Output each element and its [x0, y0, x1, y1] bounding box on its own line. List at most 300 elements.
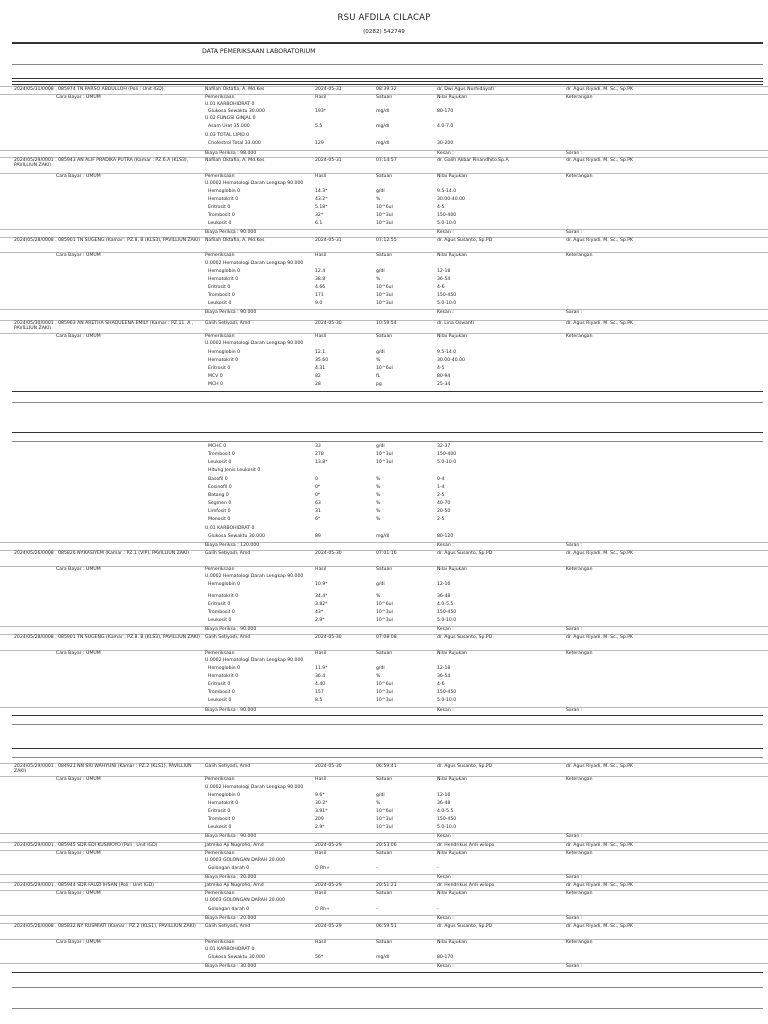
result-or-date: 2024-05-30	[315, 764, 342, 769]
result-or-date: 6*	[315, 517, 321, 522]
unit-or-time: %	[376, 501, 381, 506]
note-or-supervisor: dr. Agus Riyadi, M. Sc., Sp.PK	[566, 551, 634, 556]
result-row	[0, 189, 768, 197]
test-name: Asam Urat 35.000	[208, 124, 250, 129]
result-or-date: 3.91*	[315, 809, 328, 814]
table-top-rule	[12, 81, 763, 82]
result-or-date: 12.4	[315, 269, 326, 274]
unit-or-time: pg	[376, 382, 382, 387]
result-or-date: 43.2*	[315, 197, 328, 202]
fee-row	[0, 963, 768, 972]
unit-or-time: 07:14:57	[376, 158, 397, 163]
exam-or-staff: U.0002 Hematologi Darah Lengkap 90.000	[205, 574, 304, 579]
reference-or-doctor: 36-48	[437, 801, 451, 806]
result-row	[0, 382, 768, 390]
unit-or-time: 10^6ul	[376, 682, 393, 687]
patient-info: 2024/05/29/0001 . 085944 SDR FAUZI IHSAN (Poli : Unit IGD)	[14, 883, 154, 888]
unit-or-time: Satuan	[376, 777, 393, 782]
exam-or-staff: Pemeriksaan	[205, 851, 235, 856]
reference-or-doctor: Kesan :	[437, 916, 454, 921]
test-name: Golongan darah 0	[208, 907, 250, 912]
result-row	[0, 124, 768, 132]
test-group-row	[0, 133, 768, 141]
unit-or-time: mg/dl	[376, 109, 390, 114]
result-or-date: 9.6*	[315, 793, 325, 798]
unit-or-time: %	[376, 358, 381, 363]
reference-or-doctor: dr. Galih Akbar Pinandhito.Sp.A	[437, 158, 509, 163]
result-row	[0, 618, 768, 626]
unit-or-time: 07:12:55	[376, 238, 397, 243]
reference-or-doctor: 12-16	[437, 582, 451, 587]
result-or-date: Hasil	[315, 891, 327, 896]
unit-or-time: 10^6ul	[376, 205, 393, 210]
test-name: Hemoglobin 0	[208, 793, 241, 798]
result-row	[0, 358, 768, 366]
test-name: Glukosa Sewaktu 30.000	[208, 955, 265, 960]
reference-or-doctor: 5.0-10.0	[437, 698, 457, 703]
fee-row	[0, 707, 768, 716]
unit-or-time: 06:59:51	[376, 924, 397, 929]
reference-or-doctor: dr. Agus Susanto, Sp.PD	[437, 924, 493, 929]
reference-or-doctor: 9.5-14.0	[437, 350, 457, 355]
unit-or-time: 10^3ul	[376, 293, 393, 298]
reference-or-doctor: 1-4	[437, 485, 445, 490]
result-or-date: 5.5	[315, 124, 323, 129]
test-name: Glukosa Sewaktu 30.000	[208, 534, 265, 539]
exam-or-staff: Galih Setiyadi, Amd	[205, 924, 251, 929]
test-name: Batang 0	[208, 493, 229, 498]
exam-or-staff: Galih Setiyadi, Amd	[205, 551, 251, 556]
result-or-date: 28	[315, 382, 321, 387]
reference-or-doctor: 30-200	[437, 141, 454, 146]
result-or-date: Hasil	[315, 253, 327, 258]
exam-or-staff: Biaya Periksa : 20.000	[205, 916, 257, 921]
header-rule	[12, 42, 763, 44]
unit-or-time: mg/dl	[376, 955, 390, 960]
unit-or-time: g/dl	[376, 793, 385, 798]
test-group-row	[0, 574, 768, 582]
test-group-row	[0, 261, 768, 269]
exam-or-staff: Galih Setiyadi, Amd	[205, 321, 251, 326]
test-name: Hemoglobin 0	[208, 269, 241, 274]
unit-or-time: 10^3ul	[376, 618, 393, 623]
reference-or-doctor: -	[437, 866, 439, 871]
reference-or-doctor: 30.00-40.00	[437, 197, 465, 202]
page-top-rule	[12, 757, 763, 758]
unit-or-time: 07:08:08	[376, 635, 397, 640]
exam-or-staff: U.0002 Hematologi Darah Lengkap 90.000	[205, 658, 304, 663]
unit-or-time: %	[376, 517, 381, 522]
test-name: Hematokrit 0	[208, 277, 239, 282]
column-header-row	[0, 252, 768, 261]
note-or-supervisor: Keterangan	[566, 95, 593, 100]
result-or-date: 2024-05-30	[315, 635, 342, 640]
note-or-supervisor: dr. Agus Riyadi, M. Sc., Sp.PK	[566, 883, 634, 888]
result-or-date: 35.60	[315, 358, 329, 363]
result-or-date: 2.9*	[315, 618, 325, 623]
reference-or-doctor: 4-5	[437, 205, 445, 210]
test-name: Hematokrit 0	[208, 594, 239, 599]
unit-or-time: 10:59:54	[376, 321, 397, 326]
result-or-date: 5.18*	[315, 205, 328, 210]
reference-or-doctor: 4.0-7.0	[437, 124, 454, 129]
result-or-date: 171	[315, 293, 324, 298]
test-name: Hemoglobin 0	[208, 582, 241, 587]
unit-or-time: 10^6ul	[376, 809, 393, 814]
test-name: Golongan darah 0	[208, 866, 250, 871]
test-group-row	[0, 116, 768, 124]
reference-or-doctor: Kesan :	[437, 151, 454, 156]
exam-or-staff: U.0003 GOLONGAN DARAH 20.000	[205, 858, 285, 863]
exam-or-staff: Jatmiko Aji Nugroho, Amd	[205, 883, 264, 888]
reference-or-doctor: 80-170	[437, 109, 454, 114]
reference-or-doctor: 25-34	[437, 382, 451, 387]
result-row	[0, 301, 768, 309]
unit-or-time: 10^6ul	[376, 366, 393, 371]
exam-or-staff: U.03 TOTAL LIPID 0	[205, 133, 250, 138]
table-top-rule	[12, 84, 763, 85]
reference-or-doctor: 2-5	[437, 517, 445, 522]
exam-or-staff: U.01 KARBOHIDRAT 0	[205, 102, 255, 107]
note-or-supervisor: Saran :	[566, 875, 583, 880]
result-row	[0, 269, 768, 277]
result-or-date: 56*	[315, 955, 324, 960]
reference-or-doctor: dr. Dwi Agus Nurhidayati	[437, 87, 494, 92]
exam-or-staff: U.0002 Hematologi Darah Lengkap 90.000	[205, 181, 304, 186]
column-header-row	[0, 776, 768, 785]
test-name: Eritrosit 0	[208, 602, 231, 607]
note-or-supervisor: Saran :	[566, 916, 583, 921]
unit-or-time: 10^3ul	[376, 301, 393, 306]
reference-or-doctor: 80-120	[437, 534, 454, 539]
exam-or-staff: Galih Setiyadi, Amd	[205, 764, 251, 769]
fee-row	[0, 309, 768, 318]
unit-or-time: %	[376, 509, 381, 514]
reference-or-doctor: 36-54	[437, 277, 451, 282]
result-or-date: 0*	[315, 493, 321, 498]
result-or-date: 2024-05-29	[315, 843, 342, 848]
reference-or-doctor: 80-170	[437, 955, 454, 960]
result-or-date: 11.9*	[315, 666, 328, 671]
exam-or-staff: Biaya Periksa : 98.000	[205, 151, 257, 156]
note-or-supervisor: Keterangan	[566, 851, 593, 856]
test-name: Hemoglobin 0	[208, 666, 241, 671]
unit-or-time: 08:39:32	[376, 87, 397, 92]
payment-method: Cara Bayar : UMUM	[56, 95, 101, 100]
exam-or-staff: U.0002 Hematologi Darah Lengkap 90.000	[205, 261, 304, 266]
unit-or-time: 10^3ul	[376, 698, 393, 703]
test-name: Leukosit 0	[208, 221, 232, 226]
reference-or-doctor: 36-54	[437, 674, 451, 679]
reference-or-doctor: dr. Agus Susanto, Sp.PD	[437, 551, 493, 556]
test-name: Trombosit 0	[208, 293, 235, 298]
unit-or-time: 10^3ul	[376, 221, 393, 226]
unit-or-time: 20:51:21	[376, 883, 397, 888]
exam-or-staff: Nafilah Oktafia, A. Md.Kes	[205, 158, 265, 163]
reference-or-doctor: 32-37	[437, 444, 451, 449]
result-row	[0, 674, 768, 682]
reference-or-doctor: Kesan :	[437, 708, 454, 713]
reference-or-doctor: 36-48	[437, 594, 451, 599]
test-name: Eritrosit 0	[208, 682, 231, 687]
reference-or-doctor: Nilai Rujukan	[437, 334, 467, 339]
note-or-supervisor: Keterangan	[566, 940, 593, 945]
result-row	[0, 452, 768, 460]
reference-or-doctor: Nilai Rujukan	[437, 891, 467, 896]
unit-or-time: mg/dl	[376, 534, 390, 539]
reference-or-doctor: 2-5	[437, 493, 445, 498]
page-bottom-rule	[12, 987, 763, 988]
result-or-date: 82	[315, 374, 321, 379]
result-row	[0, 809, 768, 817]
reference-or-doctor: 9.5-14.0	[437, 189, 457, 194]
test-name: Leukosit 0	[208, 301, 232, 306]
result-row	[0, 602, 768, 610]
exam-or-staff: U.0002 Hematologi Darah Lengkap 90.000	[205, 341, 304, 346]
result-row	[0, 817, 768, 825]
result-or-date: 129	[315, 141, 324, 146]
result-or-date: 2024-05-31	[315, 87, 342, 92]
exam-or-staff: Pemeriksaan	[205, 253, 235, 258]
reference-or-doctor: Kesan :	[437, 543, 454, 548]
exam-or-staff: Pemeriksaan	[205, 95, 235, 100]
result-row	[0, 293, 768, 301]
result-row	[0, 221, 768, 229]
test-group-row	[0, 858, 768, 866]
note-or-supervisor: dr. Agus Riyadi, M. Sc., Sp.PK	[566, 87, 634, 92]
test-name: Eritrosit 0	[208, 366, 231, 371]
reference-or-doctor: Nilai Rujukan	[437, 851, 467, 856]
unit-or-time: %	[376, 493, 381, 498]
test-name: MCH 0	[208, 382, 224, 387]
reference-or-doctor: Kesan :	[437, 834, 454, 839]
test-name: MCHC 0	[208, 444, 227, 449]
exam-or-staff: Pemeriksaan	[205, 567, 235, 572]
unit-or-time: %	[376, 594, 381, 599]
exam-or-staff: Biaya Periksa : 90.000	[205, 708, 257, 713]
unit-or-time: g/dl	[376, 582, 385, 587]
reference-or-doctor: 4-5	[437, 366, 445, 371]
result-or-date: Hasil	[315, 851, 327, 856]
result-row	[0, 277, 768, 285]
patient-info: 2024/05/30/0001 . 085963 AN ARETHA SHAQUEENA EMILY (Kamar : PZ.11. A , PAVILLIUN ZAKI)	[14, 321, 194, 332]
result-or-date: 9.0	[315, 301, 323, 306]
test-name: Eritrosit 0	[208, 205, 231, 210]
note-or-supervisor: Saran :	[566, 310, 583, 315]
unit-or-time: 07:01:16	[376, 551, 397, 556]
page-top-rule	[12, 748, 763, 749]
result-or-date: Hasil	[315, 95, 327, 100]
unit-or-time: Satuan	[376, 334, 393, 339]
payment-method: Cara Bayar : UMUM	[56, 777, 101, 782]
exam-or-staff: Biaya Periksa : 90.000	[205, 310, 257, 315]
unit-or-time: 06:59:41	[376, 764, 397, 769]
test-name: Basofil 0	[208, 477, 228, 482]
unit-or-time: g/dl	[376, 350, 385, 355]
reference-or-doctor: 20-50	[437, 509, 451, 514]
reference-or-doctor: dr. Lina Oswanti	[437, 321, 474, 326]
result-or-date: 2024-05-31	[315, 158, 342, 163]
patient-row	[0, 237, 768, 246]
reference-or-doctor: 5.0-10.0	[437, 460, 457, 465]
test-group-row	[0, 947, 768, 955]
test-name: Trombosit 0	[208, 610, 235, 615]
test-name: Eritrosit 0	[208, 809, 231, 814]
result-row	[0, 477, 768, 485]
result-or-date: 4.40	[315, 682, 326, 687]
reference-or-doctor: Kesan :	[437, 875, 454, 880]
unit-or-time: Satuan	[376, 940, 393, 945]
reference-or-doctor: 150-400	[437, 213, 457, 218]
patient-info: 2024/05/29/0001 . 085945 SDR EDI KUSWOYO (Poli : Unit IGD)	[14, 843, 158, 848]
unit-or-time: 10^3ul	[376, 610, 393, 615]
note-or-supervisor: dr. Agus Riyadi, M. Sc., Sp.PK	[566, 843, 634, 848]
exam-or-staff: Biaya Periksa : 90.000	[205, 230, 257, 235]
test-group-row	[0, 658, 768, 666]
unit-or-time: 10^3ul	[376, 817, 393, 822]
reference-or-doctor: 0-4	[437, 477, 445, 482]
unit-or-time: 10^6ul	[376, 602, 393, 607]
patient-row	[0, 157, 768, 169]
result-or-date: 6.1	[315, 221, 323, 226]
note-or-supervisor: dr. Agus Riyadi, M. Sc., Sp.PK	[566, 158, 634, 163]
result-or-date: 34.4*	[315, 594, 328, 599]
reference-or-doctor: 5.0-10.0	[437, 618, 457, 623]
result-or-date: 0*	[315, 485, 321, 490]
reference-or-doctor: 30.00-40.00	[437, 358, 465, 363]
test-name: Leukosit 0	[208, 618, 232, 623]
result-row	[0, 493, 768, 501]
exam-or-staff: Biaya Periksa : 20.000	[205, 875, 257, 880]
result-or-date: O Rh+	[315, 866, 331, 871]
fee-row	[0, 833, 768, 842]
result-row	[0, 866, 768, 874]
unit-or-time: 10^3ul	[376, 690, 393, 695]
patient-info: 2024/05/26/0008 . 085832 NY RUSMIATI (Kamar : PZ.2 (KLS1), PAVILLIUN ZAKI)	[14, 924, 196, 929]
result-or-date: 12.1	[315, 350, 326, 355]
unit-or-time: 10^3ul	[376, 452, 393, 457]
result-or-date: 193*	[315, 109, 327, 114]
report-title: DATA PEMERIKSAAN LABORATORIUM	[202, 48, 316, 55]
note-or-supervisor: Saran :	[566, 834, 583, 839]
result-or-date: 43*	[315, 610, 324, 615]
note-or-supervisor: dr. Agus Riyadi, M. Sc., Sp.PK	[566, 321, 634, 326]
unit-or-time: %	[376, 801, 381, 806]
test-name: Monosit 0	[208, 517, 231, 522]
exam-or-staff: Nafilah Oktafia, A. Md.Kes	[205, 87, 265, 92]
patient-row	[0, 634, 768, 643]
table-top-rule	[12, 64, 763, 65]
note-or-supervisor: Saran :	[566, 708, 583, 713]
reference-or-doctor: 150-450	[437, 817, 457, 822]
reference-or-doctor: dr. Agus Susanto, Sp.PD	[437, 238, 493, 243]
unit-or-time: -	[376, 866, 378, 871]
unit-or-time: Satuan	[376, 851, 393, 856]
result-row	[0, 485, 768, 493]
result-row	[0, 197, 768, 205]
result-or-date: Hasil	[315, 651, 327, 656]
result-or-date: 14.3*	[315, 189, 328, 194]
exam-or-staff: U.0003 GOLONGAN DARAH 20.000	[205, 898, 285, 903]
note-or-supervisor: Keterangan	[566, 253, 593, 258]
result-row	[0, 793, 768, 801]
note-or-supervisor: Keterangan	[566, 891, 593, 896]
unit-or-time: mg/dl	[376, 124, 390, 129]
table-bottom-rule	[12, 402, 763, 403]
test-group-row	[0, 898, 768, 906]
reference-or-doctor: 40-70	[437, 501, 451, 506]
result-or-date: 278	[315, 452, 324, 457]
unit-or-time: -	[376, 907, 378, 912]
note-or-supervisor: Saran :	[566, 151, 583, 156]
page-bottom-rule	[12, 1008, 763, 1009]
result-or-date: Hasil	[315, 940, 327, 945]
reference-or-doctor: Nilai Rujukan	[437, 253, 467, 258]
hospital-phone: (0282) 542749	[363, 29, 405, 35]
result-row	[0, 610, 768, 618]
reference-or-doctor: 150-450	[437, 610, 457, 615]
test-name: Hitung Jenis Leukosit 0	[208, 468, 261, 473]
payment-method: Cara Bayar : UMUM	[56, 891, 101, 896]
unit-or-time: g/dl	[376, 189, 385, 194]
reference-or-doctor: Nilai Rujukan	[437, 651, 467, 656]
test-name: Trombosit 0	[208, 452, 235, 457]
reference-or-doctor: 5.0-10.0	[437, 825, 457, 830]
result-row	[0, 285, 768, 293]
table-bottom-rule	[12, 391, 763, 392]
exam-or-staff: Pemeriksaan	[205, 777, 235, 782]
exam-or-staff: Biaya Periksa : 90.000	[205, 834, 257, 839]
result-or-date: 13.8*	[315, 460, 328, 465]
test-group-row	[0, 341, 768, 349]
unit-or-time: Satuan	[376, 174, 393, 179]
reference-or-doctor: dr. Agus Susanto, Sp.PD	[437, 635, 493, 640]
patient-info: 2024/05/31/0008 . 085974 TN PARSO ABDULLOH (Poli : Unit IGD)	[14, 87, 164, 92]
reference-or-doctor: Kesan :	[437, 627, 454, 632]
patient-info: 2024/05/29/0001 . 085943 AN ALIF PRADIKA PUTRA (Kamar : PZ.6.A (KLS3), PAVILLIUN ZAKI)	[14, 158, 189, 169]
result-or-date: 33	[315, 444, 321, 449]
note-or-supervisor: Keterangan	[566, 567, 593, 572]
reference-or-doctor: dr. Hendrikus Ardi wilopo	[437, 883, 495, 888]
result-row	[0, 594, 768, 602]
payment-method: Cara Bayar : UMUM	[56, 940, 101, 945]
result-or-date: 2024-05-29	[315, 883, 342, 888]
reference-or-doctor: 4.0-5.5	[437, 602, 454, 607]
result-or-date: 38.8	[315, 277, 326, 282]
result-or-date: 0	[315, 477, 318, 482]
reference-or-doctor: 150-450	[437, 690, 457, 695]
result-row	[0, 205, 768, 213]
patient-row	[0, 320, 768, 332]
result-row	[0, 444, 768, 452]
result-or-date: 2.9*	[315, 825, 325, 830]
reference-or-doctor: 4.0-5.5	[437, 809, 454, 814]
result-or-date: 3.82*	[315, 602, 328, 607]
test-name: Leukosit 0	[208, 698, 232, 703]
result-or-date: 31	[315, 509, 321, 514]
exam-or-staff: U.01 KARBOHIDRAT 0	[205, 947, 255, 952]
test-name: Hemoglobin 0	[208, 189, 241, 194]
result-row	[0, 517, 768, 525]
note-or-supervisor: Saran :	[566, 543, 583, 548]
test-name: Hemoglobin 0	[208, 350, 241, 355]
hospital-title: RSU AFDILA CILACAP	[337, 13, 431, 23]
result-or-date: 157	[315, 690, 324, 695]
result-or-date: 4.66	[315, 285, 326, 290]
reference-or-doctor: 4-6	[437, 682, 445, 687]
result-row	[0, 682, 768, 690]
payment-method: Cara Bayar : UMUM	[56, 567, 101, 572]
